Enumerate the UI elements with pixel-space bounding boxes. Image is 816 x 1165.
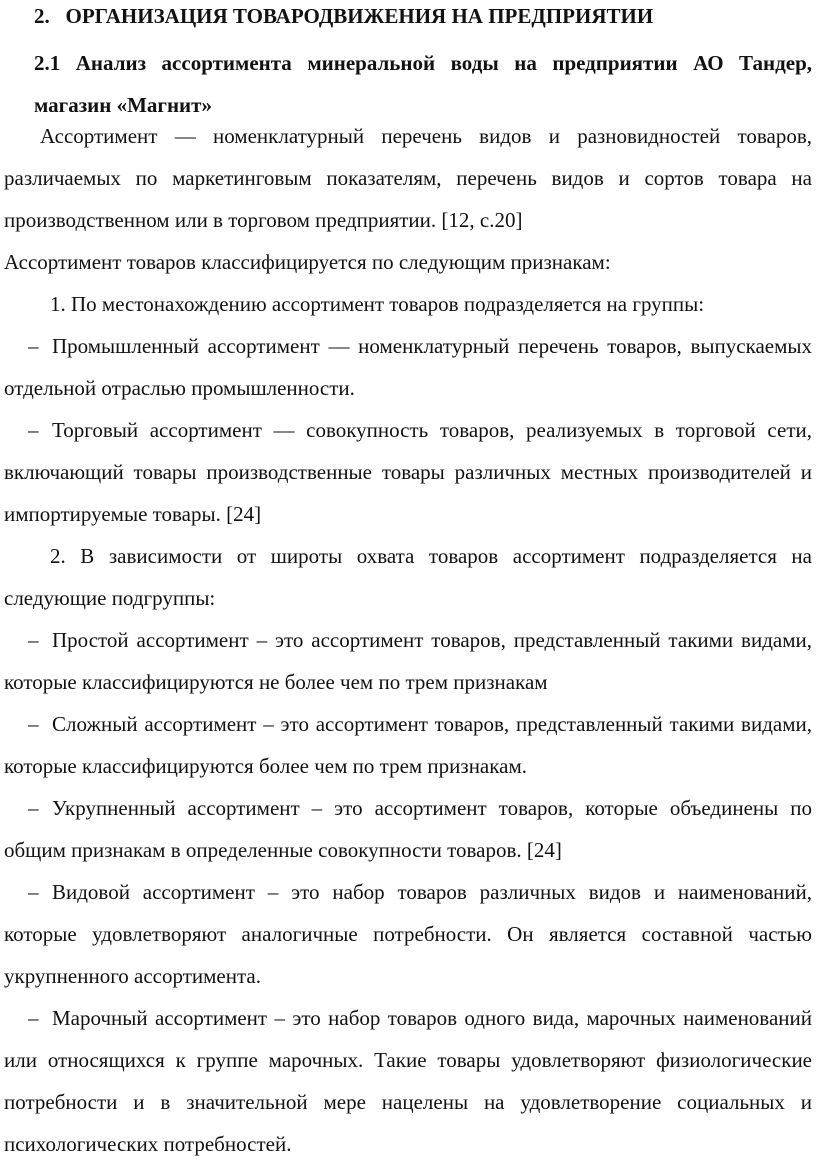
section-heading: 2.1 Анализ ассортимента минеральной воды на предприятии АО Тандер, магазин «Магнит»	[34, 51, 812, 117]
bullet-aggregated-assortment	[4, 787, 812, 871]
bullet-text: Укрупненный ассортимент – это ассортимент товаров, которые объединены по общим признакам в определенные совокупности товаров. [24]	[4, 796, 812, 862]
bullet-text: Видовой ассортимент – это набор товаров различных видов и наименований, которые удовлетворяют аналогичные потребности. Он является составной частью укрупненного ассортимента.	[4, 880, 812, 988]
dash-marker: –	[28, 418, 39, 442]
dash-marker: –	[28, 628, 39, 652]
bullet-trade-assortment	[4, 409, 812, 535]
bullet-simple-assortment	[4, 619, 812, 703]
bullet-text: Сложный ассортимент – это ассортимент товаров, представленный такими видами, которые классифицируются более чем по трем признакам.	[4, 712, 812, 778]
bullet-complex-assortment	[4, 703, 812, 787]
bullet-text: Марочный ассортимент – это набор товаров одного вида, марочных наименований или относящихся к группе марочных. Такие товары удовлетворяют физиологические потребности и в значительной мере нацелены на удовлетворение социальных и психологических потребностей.	[4, 1006, 812, 1156]
paragraph-list-item-1: 1. По местонахождению ассортимент товаров подразделяется на группы:	[50, 292, 705, 316]
dash-marker: –	[28, 334, 39, 358]
dash-marker: –	[28, 712, 39, 736]
bullet-industrial-assortment	[4, 325, 812, 409]
paragraph-list-item-2: 2. В зависимости от широты охвата товаров ассортимент подразделяется на следующие подгруппы:	[4, 544, 812, 610]
bullet-text: Промышленный ассортимент — номенклатурный перечень товаров, выпускаемых отдельной отраслью промышленности.	[4, 334, 812, 400]
bullet-text: Простой ассортимент – это ассортимент товаров, представленный такими видами, которые классифицируются не более чем по трем признакам	[4, 628, 812, 694]
bullet-species-assortment	[4, 871, 812, 997]
paragraph-classification-intro: Ассортимент товаров классифицируется по следующим признакам:	[4, 250, 611, 274]
paragraph-definition: Ассортимент — номенклатурный перечень видов и разновидностей товаров, различаемых по маркетинговым показателям, перечень видов и сортов товара на производственном или в торговом предприятии. [12, с.20]	[4, 124, 812, 232]
dash-marker: –	[28, 880, 39, 904]
chapter-heading: 2. ОРГАНИЗАЦИЯ ТОВАРОДВИЖЕНИЯ НА ПРЕДПРИЯТИИ	[34, 4, 654, 28]
bullet-text: Торговый ассортимент — совокупность товаров, реализуемых в торговой сети, включающий товары производственные товары различных местных производителей и импортируемые товары. [24]	[4, 418, 812, 526]
bullet-brand-assortment	[4, 997, 812, 1165]
dash-marker: –	[28, 1006, 39, 1030]
dash-marker: –	[28, 796, 39, 820]
